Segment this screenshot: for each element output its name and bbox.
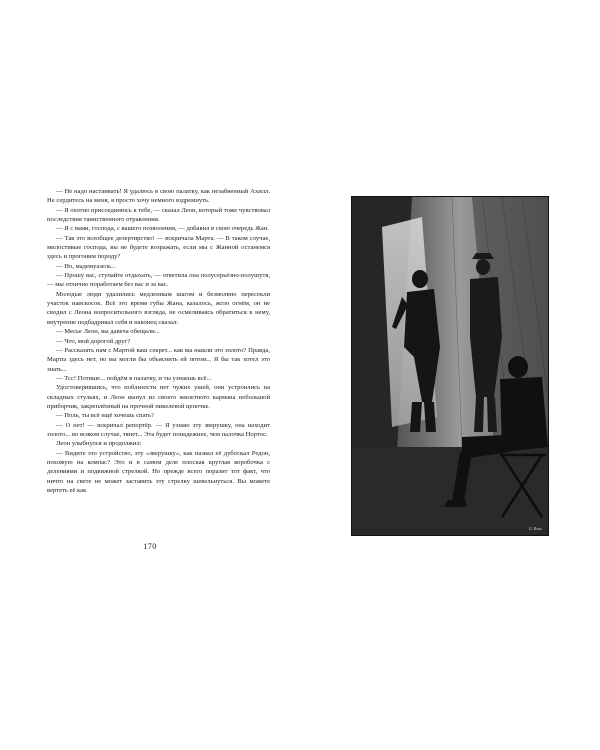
paragraph: Молодые люди удалились медленным шагом и безмолвно пересекли участок наискосок. Всё это время губы Жана, казалось, жгло огнём, он не сводил с Леона вопросительного взгляда, не осмеливаясь обратиться к нему, внутренне подбадривал себя и наконец сказал: (47, 290, 270, 326)
paragraph: — Не надо настаивать! Я удалюсь в свою палатку, как незабвенный Ахилл. Не сердитесь на меня, я просто хочу немного вздремнуть. (47, 188, 270, 205)
paragraph: Удостоверившись, что поблизости нет чужих ушей, они устроились на складных стульях, и Леон вынул из своего жилетного кармана небольшой приборчик, закреплённый на прочной никелевой цепочке. (47, 384, 270, 410)
engraving-illustration (351, 196, 549, 536)
body-text (47, 187, 270, 495)
paragraph: — Месье Леон, вы давеча обещали... (56, 328, 160, 336)
paragraph: — Прошу вас, ступайте отдыхать, — ответила она полусерьёзно-полушутя, — мы отлично поработаем без вас и за вас. (47, 272, 270, 289)
paragraph: — Видите это устройство, эту «зверушку», как назвал её дубоскал Редон, похожую на компас? Это и в самом деле плоская круглая коробочка с делениями и подвижной стрелкой. Но прежде всего поразит тот факт, что ничто на свете не может заставить эту стрелку шевельнуться. Вы можете вертеть её как (47, 449, 270, 494)
paragraph: — Я с вами, господа, с вашего позволения, — добавил в свою очередь Жан. (56, 225, 270, 233)
artist-signature: G. Roux (528, 526, 542, 531)
paragraph: — Тсс! Потише... пойдём в палатку, и ты узнаешь всё... (56, 374, 212, 382)
paragraph: — Поль, ты всё ещё хочешь спать? (56, 412, 155, 420)
engraving-drawing (352, 197, 548, 535)
paragraph: — Рассказать нам с Мартой ваш секрет... как вы нашли это золото? Правда, Марты здесь нет, но вы могли бы объяснить ей потом... Я бы так хотел это знать... (47, 346, 270, 373)
page-number: 170 (143, 542, 157, 551)
paragraph: — Но, мадемуазель... (56, 262, 117, 270)
paragraph: — Что, мой дорогой друг? (56, 337, 131, 345)
paragraph: Леон улыбнулся и продолжил: (56, 440, 142, 448)
paragraph: — Так это всеобщее дезертирство! — вскричала Марта. — В таком случае, милостивые господа, вы не будете возражать, если мы с Жанной останемся здесь и прогоним породу? (47, 234, 270, 261)
paragraph: — Я охотно присоединюсь к тебе, — сказал Леон, который тоже чувствовал последствия таинственного отравления. (47, 206, 271, 224)
right-page (300, 0, 600, 750)
paragraph: — О нет! — вскричал репортёр. — Я узнаю эту зверушку, она находит золото... во всяком случае, тянет... Эта будет понадежнее, чем палочка Нортос. (47, 421, 270, 438)
